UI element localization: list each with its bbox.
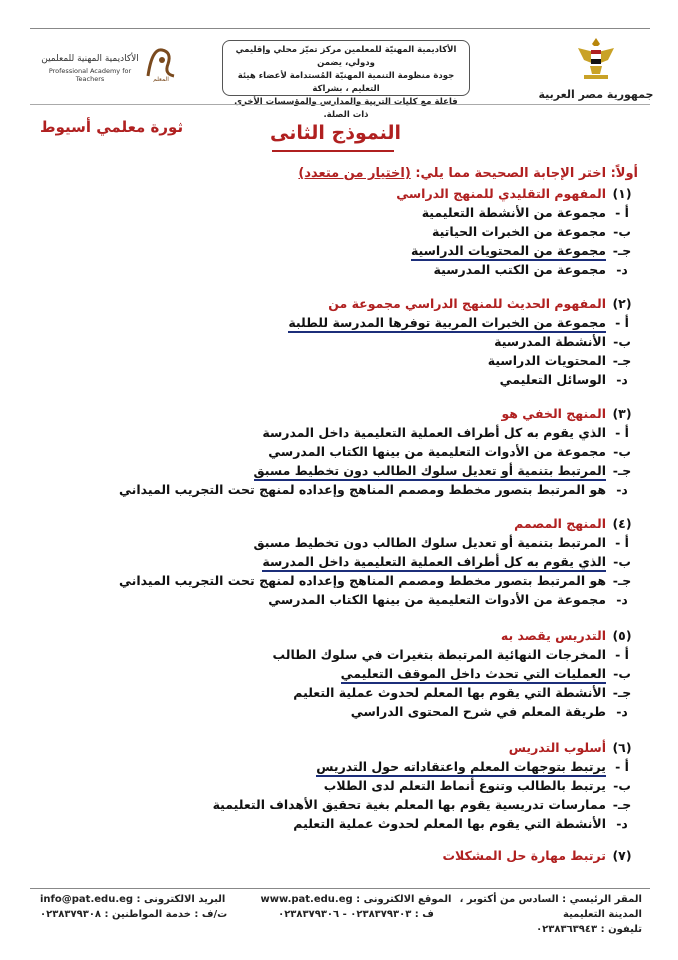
- selected-answer: المرتبط بتنمية أو تعديل سلوك الطالب دون تخطيط مسبق: [254, 463, 606, 481]
- option-letter: أ -: [615, 315, 629, 330]
- option-row[interactable]: [38, 702, 638, 721]
- option-text: مجموعة من الأنشطة التعليمية: [421, 205, 606, 220]
- question-text: ترتبط مهارة حل المشكلات: [442, 848, 606, 863]
- phone-label: تليفون :: [600, 924, 642, 935]
- service-value: ٠٢٣٨٣٧٩٣٠٨: [40, 909, 102, 920]
- selected-answer: الذي يقوم به كل أطراف العملية التعليمية داخل المدرسة: [262, 554, 606, 572]
- question-text: المنهج الخفي هو: [501, 406, 606, 421]
- option-letter: د-: [616, 262, 628, 277]
- selected-answer: مجموعة من الخبرات المربية توفرها المدرسة للطلبة: [288, 315, 606, 333]
- option-text: مجموعة من الخبرات الحياتية: [432, 224, 606, 239]
- question-text: المنهج المصمم: [514, 516, 606, 531]
- website-link[interactable]: www.pat.edu.eg: [260, 894, 353, 905]
- option-letter: أ -: [615, 425, 629, 440]
- option-row[interactable]: [38, 260, 638, 279]
- option-letter: جـ-: [612, 685, 632, 700]
- footer-email: [40, 892, 240, 907]
- service-label: ت/ف : خدمة المواطنين :: [104, 909, 228, 920]
- option-row-selected[interactable]: [38, 552, 638, 571]
- option-row-selected[interactable]: [38, 664, 638, 683]
- intro-line: الأكاديمية المهنيّة للمعلمين مركز تميّز محلي وإقليمي ودولي، يضمن: [235, 45, 457, 68]
- question-number: (١): [612, 186, 632, 201]
- selected-answer: العمليات التي تحدث داخل الموقف التعليمي: [341, 666, 606, 684]
- intro-line: فاعلة مع كليات التربية والمدارس والمؤسسات الأخرى ذات الصلة.: [234, 97, 458, 120]
- title-underline: [272, 150, 394, 152]
- selected-answer: مجموعة من المحتويات الدراسية: [411, 243, 606, 261]
- option-text: المخرجات النهائية المرتبطة بتغيرات في سلوك الطالب: [272, 647, 606, 662]
- option-text: الوسائل التعليمي: [499, 372, 606, 387]
- option-text: الأنشطة المدرسية: [494, 334, 606, 349]
- option-letter: ب-: [613, 666, 631, 681]
- option-row[interactable]: [38, 332, 638, 351]
- option-row[interactable]: [38, 814, 638, 833]
- option-letter: جـ-: [612, 573, 632, 588]
- footer-fax: [256, 907, 456, 922]
- option-letter: أ -: [615, 759, 629, 774]
- option-row[interactable]: [38, 480, 638, 499]
- question-text: المفهوم الحديث للمنهج الدراسي مجموعة من: [328, 296, 606, 311]
- question-stem: [38, 294, 638, 313]
- academy-intro-box: [222, 40, 470, 120]
- option-letter: أ -: [615, 205, 629, 220]
- option-letter: ب-: [613, 224, 631, 239]
- option-text: المرتبط بتنمية أو تعديل سلوك الطالب دون تخطيط مسبق: [253, 535, 606, 550]
- footer-service: [40, 907, 240, 922]
- option-text: هو المرتبط بتصور مخطط ومصمم المناهج وإعداده لمنهج تحت التجريب الميداني: [119, 482, 606, 497]
- option-text: مجموعة من الأدوات التعليمية من بينها الكتاب المدرسي: [268, 592, 606, 607]
- question-number: (٧): [612, 848, 632, 863]
- academy-logo-icon: [142, 42, 180, 82]
- question-stem: [38, 626, 638, 645]
- fax-label: ف :: [414, 909, 434, 920]
- option-row[interactable]: [38, 222, 638, 241]
- question-2: [38, 294, 638, 389]
- email-label: البريد الالكترونى :: [136, 894, 226, 905]
- footer-address: المقر الرئيسي : السادس من أكتوبر ، المدينة التعليمية: [459, 894, 642, 920]
- intro-line: جودة منظومة التنمية المهنيّة المُستدامة لأعضاء هيئة التعليم ، بشراكة: [237, 71, 455, 94]
- option-row[interactable]: [38, 442, 638, 461]
- question-5: [38, 626, 638, 721]
- option-text: هو المرتبط بتصور مخطط ومصمم المناهج وإعداده لمنهج تحت التجريب الميداني: [119, 573, 606, 588]
- option-row[interactable]: [38, 776, 638, 795]
- question-stem: [38, 514, 638, 533]
- option-letter: ب-: [613, 444, 631, 459]
- footer-address-block: [432, 892, 642, 937]
- option-text: يرتبط بالطالب وتنوع أنماط التعلم لدى الطلاب: [323, 778, 606, 793]
- option-text: الأنشطة التي يقوم بها المعلم لحدوث عملية التعليم: [293, 816, 606, 831]
- question-4: [38, 514, 638, 609]
- website-label: الموقع الالكترونى :: [356, 894, 452, 905]
- question-stem: [38, 738, 638, 757]
- option-letter: جـ-: [612, 463, 632, 478]
- option-text: مجموعة من الأدوات التعليمية من بينها الكتاب المدرسي: [268, 444, 606, 459]
- question-7: [38, 846, 638, 865]
- academy-logo: [40, 40, 180, 88]
- option-letter: أ -: [615, 535, 629, 550]
- phone-value: ٠٢٣٨٣٦٣٩٤٣: [536, 924, 598, 935]
- option-row-selected[interactable]: [38, 461, 638, 480]
- question-6: [38, 738, 638, 833]
- option-letter: د-: [616, 372, 628, 387]
- footer-website: [256, 892, 456, 907]
- selected-answer: يرتبط بتوجهات المعلم واعتقاداته حول التدريس: [316, 759, 606, 777]
- side-title: ثورة معلمي أسيوط: [40, 118, 184, 136]
- academy-name-ar: الأكاديمية المهنية للمعلمين: [41, 54, 139, 64]
- option-row[interactable]: [38, 370, 638, 389]
- option-row[interactable]: [38, 571, 638, 590]
- question-1: [38, 184, 638, 279]
- option-text: ممارسات تدريسية يقوم بها المعلم بغية تحقيق الأهداف التعليمية: [212, 797, 606, 812]
- footer-email-block: [40, 892, 240, 922]
- option-letter: د-: [616, 482, 628, 497]
- option-letter: جـ-: [612, 797, 632, 812]
- instruction-note: (اختيار من متعدد): [298, 166, 411, 181]
- question-3: [38, 404, 638, 499]
- question-stem: [38, 184, 638, 203]
- option-row[interactable]: [38, 423, 638, 442]
- country-name: جمهورية مصر العربية: [538, 88, 654, 101]
- option-row[interactable]: [38, 795, 638, 814]
- option-text: الذي يقوم به كل أطراف العملية التعليمية داخل المدرسة: [262, 425, 606, 440]
- option-row[interactable]: [38, 683, 638, 702]
- option-row-selected[interactable]: [38, 757, 638, 776]
- page-title: النموذج الثانى: [270, 122, 402, 144]
- fax-value: ٠٢٣٨٣٧٩٣٠٣ - ٠٢٣٨٣٧٩٣٠٦: [278, 909, 412, 920]
- question-text: أسلوب التدريس: [508, 740, 606, 755]
- question-number: (٤): [612, 516, 632, 531]
- academy-name-en: Professional Academy for Teachers: [48, 67, 132, 83]
- question-number: (٥): [612, 628, 632, 643]
- option-letter: أ -: [615, 647, 629, 662]
- option-letter: ب-: [613, 334, 631, 349]
- option-text: طريقة المعلم في شرح المحتوى الدراسي: [350, 704, 606, 719]
- eagle-emblem-icon: [574, 34, 618, 82]
- option-letter: ب-: [613, 778, 631, 793]
- option-letter: د-: [616, 816, 628, 831]
- logo-mark-text: المعلم: [153, 76, 169, 82]
- footer-web-block: [256, 892, 456, 922]
- option-letter: د-: [616, 704, 628, 719]
- option-text: المحتويات الدراسية: [487, 353, 606, 368]
- question-stem: [38, 846, 638, 865]
- question-text: المفهوم التقليدي للمنهج الدراسي: [396, 186, 606, 201]
- footer-phone: [432, 922, 642, 937]
- header-divider: [30, 104, 650, 105]
- footer-divider: [30, 888, 650, 889]
- email-link[interactable]: info@pat.edu.eg: [40, 894, 134, 905]
- instruction: [298, 166, 638, 181]
- question-number: (٦): [612, 740, 632, 755]
- option-row[interactable]: [38, 203, 638, 222]
- option-row-selected[interactable]: [38, 241, 638, 260]
- option-letter: د-: [616, 592, 628, 607]
- option-text: مجموعة من الكتب المدرسية: [433, 262, 606, 277]
- option-row[interactable]: [38, 645, 638, 664]
- option-letter: جـ-: [612, 353, 632, 368]
- question-number: (٢): [612, 296, 632, 311]
- option-row[interactable]: [38, 351, 638, 370]
- option-letter: ب-: [613, 554, 631, 569]
- question-number: (٣): [612, 406, 632, 421]
- option-row[interactable]: [38, 590, 638, 609]
- egypt-emblem-block: [536, 34, 656, 101]
- option-letter: جـ-: [612, 243, 632, 258]
- option-row-selected[interactable]: [38, 313, 638, 332]
- option-row[interactable]: [38, 533, 638, 552]
- question-stem: [38, 404, 638, 423]
- instruction-text: أولاً: اختر الإجابة الصحيحة مما يلي:: [415, 166, 638, 181]
- option-text: الأنشطة التي يقوم بها المعلم لحدوث عملية التعليم: [293, 685, 606, 700]
- question-text: التدريس يقصد به: [500, 628, 606, 643]
